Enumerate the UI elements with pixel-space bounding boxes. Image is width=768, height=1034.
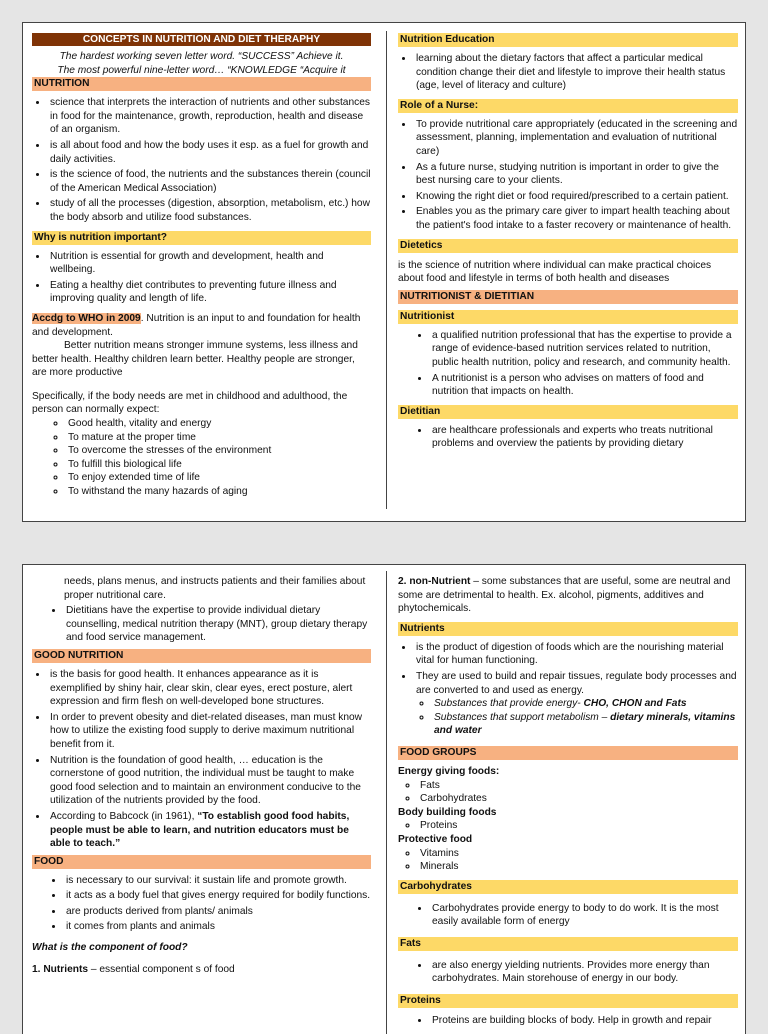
list-item: • A nutritionist is a person who advises on matters of food and nutrition that impacts on health. bbox=[430, 372, 738, 399]
why-nutrition-header: Why is nutrition important? bbox=[32, 231, 371, 245]
list-item: • Proteins are building blocks of body. Help in growth and repair bbox=[430, 1014, 738, 1028]
non-nutrient-label: 2. non-Nutrient bbox=[398, 576, 471, 587]
fats-list bbox=[398, 959, 738, 986]
good-nutrition-list bbox=[32, 668, 371, 851]
nutrient-substances-list bbox=[398, 697, 738, 738]
list-item: ◦ Proteins bbox=[418, 819, 738, 833]
list-item: • are healthcare professionals and experts who treats nutritional problems and overview the patients by providing dietary bbox=[430, 424, 738, 451]
nutritionist-header: Nutritionist bbox=[398, 310, 738, 324]
list-item: • are products derived from plants/ animals bbox=[64, 905, 371, 919]
nutrients-definition bbox=[32, 963, 371, 977]
who-text: . Nutrition is an input to and foundation for health and development. bbox=[32, 312, 361, 338]
list-item: • is all about food and how the body uses it esp. as a fuel for growth and daily activities. bbox=[48, 139, 371, 166]
protective-food-list bbox=[398, 847, 738, 874]
list-item: ◦ Carbohydrates bbox=[418, 792, 738, 806]
page-1-left-column bbox=[32, 23, 371, 499]
list-item: • They are used to build and repair tissues, regulate body processes and are converted to and used as energy. bbox=[414, 670, 738, 697]
page-1 bbox=[22, 22, 746, 522]
list-item: ◦ Good health, vitality and energy bbox=[66, 417, 371, 431]
list-item: • Nutrition is essential for growth and development, health and wellbeing. bbox=[48, 250, 371, 277]
protective-food-label: Protective food bbox=[398, 833, 473, 845]
nutrients-text: – essential component s of food bbox=[88, 963, 235, 975]
good-nutrition-header: GOOD NUTRITION bbox=[32, 649, 371, 663]
list-item: • As a future nurse, studying nutrition is important in order to give the best nursing care to your clients. bbox=[414, 161, 738, 188]
non-nutrient-definition bbox=[398, 575, 738, 616]
dietitian-header: Dietitian bbox=[398, 405, 738, 419]
list-item bbox=[432, 697, 738, 711]
expectations-list bbox=[32, 417, 371, 499]
nutrition-education-header: Nutrition Education bbox=[398, 33, 738, 47]
list-item: • it acts as a body fuel that gives energy required for bodily functions. bbox=[64, 889, 371, 903]
list-item bbox=[432, 711, 738, 738]
body-building-label: Body building foods bbox=[398, 806, 497, 818]
component-question: What is the component of food? bbox=[32, 942, 188, 954]
page-2-right-column bbox=[398, 565, 738, 1030]
list-item: • Dietitians have the expertise to provide individual dietary counselling, medical nutrition therapy (MNT), group dietary therapy and food service management. bbox=[64, 604, 371, 645]
nutritionist-list bbox=[398, 329, 738, 399]
specifically-paragraph: Specifically, if the body needs are met in childhood and adulthood, the person can normally expect: bbox=[32, 390, 348, 416]
role-of-nurse-header: Role of a Nurse: bbox=[398, 99, 738, 113]
food-list bbox=[32, 874, 371, 934]
list-item: • learning about the dietary factors that affect a particular medical condition change their diet and lifestyle to improve their health status (age, level of literacy and culture) bbox=[414, 52, 738, 93]
why-nutrition-list bbox=[32, 250, 371, 306]
nutrition-list bbox=[32, 96, 371, 224]
role-of-nurse-list bbox=[398, 118, 738, 233]
energy-giving-label: Energy giving foods: bbox=[398, 765, 500, 777]
nutrition-education-list bbox=[398, 52, 738, 93]
carbohydrates-header: Carbohydrates bbox=[398, 880, 738, 894]
body-building-list bbox=[398, 819, 738, 833]
who-paragraph bbox=[32, 312, 371, 339]
list-item: • science that interprets the interaction of nutrients and other substances in food for the maintenance, growth, reproduction, health and disease of an organism. bbox=[48, 96, 371, 137]
dietitian-continued: needs, plans menus, and instructs patients and their families about proper nutritional care. bbox=[64, 576, 366, 601]
list-item: • is the product of digestion of foods which are the nourishing material vital for human functioning. bbox=[414, 641, 738, 668]
document-title: CONCEPTS IN NUTRITION AND DIET THERAPHY bbox=[32, 33, 371, 46]
list-item: • is necessary to our survival: it sustain life and promote growth. bbox=[64, 874, 371, 888]
fats-header: Fats bbox=[398, 937, 738, 951]
column-divider bbox=[386, 31, 387, 509]
who-highlight: Accdg to WHO in 2009 bbox=[32, 312, 141, 324]
list-item: • Enables you as the primary care giver to impart health teaching about the patient's food intake to a faster recovery or maintenance of health. bbox=[414, 205, 738, 232]
motto-line-1: The hardest working seven letter word. “SUCCESS” Achieve it. bbox=[59, 51, 344, 62]
list-item: ◦ To withstand the many hazards of aging bbox=[66, 485, 371, 499]
list-item: ◦ To fulfill this biological life bbox=[66, 458, 371, 472]
dietitian-list bbox=[398, 424, 738, 451]
list-item: • is the science of food, the nutrients and the substances therein (council of the American Medical Association) bbox=[48, 168, 371, 195]
list-item: • are also energy yielding nutrients. Provides more energy than carbohydrates. Main storehouse of energy in our body. bbox=[430, 959, 738, 986]
dietitian-list-continued bbox=[32, 604, 371, 645]
food-groups-header: FOOD GROUPS bbox=[398, 746, 738, 760]
energy-substances-bold: CHO, CHON and Fats bbox=[583, 698, 687, 710]
list-item: ◦ Vitamins bbox=[418, 847, 738, 861]
nutrition-header: NUTRITION bbox=[32, 77, 371, 91]
proteins-header: Proteins bbox=[398, 994, 738, 1008]
food-header: FOOD bbox=[32, 855, 371, 869]
energy-giving-list bbox=[398, 779, 738, 806]
nutritionist-dietitian-header: NUTRITIONIST & DIETITIAN bbox=[398, 290, 738, 304]
dietetics-paragraph: is the science of nutrition where individual can make practical choices about food and lifestyle in terms of both health and diseases bbox=[398, 259, 712, 285]
list-item: • it comes from plants and animals bbox=[64, 920, 371, 934]
list-item: ◦ To enjoy extended time of life bbox=[66, 471, 371, 485]
metabolism-substances-bold: dietary minerals, vitamins and water bbox=[434, 711, 736, 737]
dietetics-header: Dietetics bbox=[398, 239, 738, 253]
list-item: • a qualified nutrition professional that has the expertise to provide a range of evidence-based nutrition services related to nutrition, public health nutrition, policy and research, and community health. bbox=[430, 329, 738, 370]
column-divider bbox=[386, 571, 387, 1034]
non-nutrient-text: – some substances that are useful, some are neutral and some are detrimental to health. Ex. alcohol, pigments, additives and phytochemicals. bbox=[398, 576, 731, 615]
better-nutrition-paragraph: Better nutrition means stronger immune systems, less illness and better health. Healthy children learn better. Healthy people are stronger, are more productive bbox=[32, 340, 358, 379]
carbohydrates-list bbox=[398, 902, 738, 929]
motto-line-2: The most powerful nine-letter word… “KNOWLEDGE “Acquire it bbox=[57, 64, 346, 76]
list-item: ◦ To overcome the stresses of the environment bbox=[66, 444, 371, 458]
metabolism-substances-lead: Substances that support metabolism – bbox=[434, 711, 611, 723]
list-item: • Nutrition is the foundation of good health, … education is the cornerstone of good nutrition, the individual must be taught to make good food selection and to maintain an environment conducive to the utilization of the nutrients provided by the food. bbox=[48, 754, 371, 808]
list-item: ◦ Fats bbox=[418, 779, 738, 793]
babcock-quote: “To establish good food habits, people must be able to learn, and nutrition educators must be able to teach.” bbox=[50, 810, 350, 850]
list-item: • Eating a healthy diet contributes to preventing future illness and improving quality and length of life. bbox=[48, 279, 371, 306]
page-2 bbox=[22, 564, 746, 1034]
babcock-lead: According to Babcock (in 1961), bbox=[50, 810, 198, 822]
nutrients-header: Nutrients bbox=[398, 622, 738, 636]
list-item: • is the basis for good health. It enhances appearance as it is exemplified by shiny hair, clear skin, clear eyes, erect posture, alert expression and firm flesh on well-developed bone structures. bbox=[48, 668, 371, 709]
nutrients-list bbox=[398, 641, 738, 697]
list-item: • study of all the processes (digestion, absorption, metabolism, etc.) how the body absorb and utilize food substances. bbox=[48, 197, 371, 224]
list-item: • Knowing the right diet or food required/prescribed to a certain patient. bbox=[414, 190, 738, 204]
page-1-right-column bbox=[398, 23, 738, 453]
energy-substances-lead: Substances that provide energy- bbox=[434, 698, 584, 710]
list-item: • Carbohydrates provide energy to body to do work. It is the most easily available form of energy bbox=[430, 902, 738, 929]
list-item: • To provide nutritional care appropriately (educated in the screening and assessment, planning, implementation and evaluation of nutritional care) bbox=[414, 118, 738, 159]
nutrients-label: 1. Nutrients bbox=[32, 963, 89, 975]
list-item bbox=[48, 810, 371, 851]
proteins-list bbox=[398, 1014, 738, 1028]
page-2-left-column bbox=[32, 565, 371, 976]
list-item: ◦ Minerals bbox=[418, 860, 738, 874]
list-item: ◦ To mature at the proper time bbox=[66, 431, 371, 445]
list-item: • In order to prevent obesity and diet-related diseases, man must know how to utilize the existing food supply to derive maximum nutritional benefit from it. bbox=[48, 711, 371, 752]
